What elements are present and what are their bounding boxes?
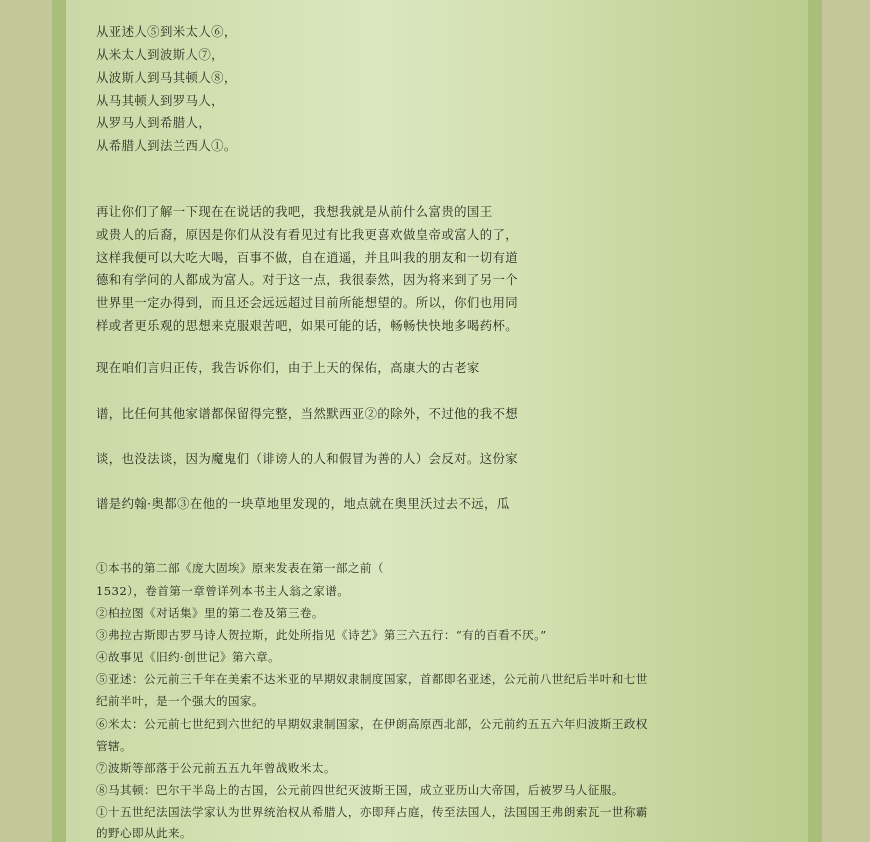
paragraph-line: 谈，也没法谈，因为魔鬼们（诽谤人的人和假冒为善的人）会反对。这份家 <box>96 451 519 466</box>
footnote-line: 的野心即从此来。 <box>96 826 192 840</box>
paragraph-line: 世界里一定办得到，而且还会远远超过目前所能想望的。所以，你们也用同 <box>96 295 519 310</box>
paragraph-line: 德和有学问的人都成为富人。对于这一点，我很泰然，因为将来到了另一个 <box>96 272 519 287</box>
lineage-line: 从米太人到波斯人⑦， <box>96 47 224 62</box>
paragraph-line: 这样我便可以大吃大喝，百事不做，自在逍遥，并且叫我的朋友和一切有道 <box>96 250 519 265</box>
paragraph-line: 现在咱们言归正传，我告诉你们，由于上天的保佑，高康大的古老家 <box>96 360 480 375</box>
footnote-line: ②柏拉图《对话集》里的第二卷及第三卷。 <box>96 606 324 620</box>
footnote-line: ①十五世纪法国法学家认为世界统治权从希腊人，亦即拜占庭，传至法国人，法国国王弗朗索瓦一世称霸 <box>96 805 648 819</box>
lineage-line: 从波斯人到马其顿人⑧， <box>96 70 237 85</box>
footnote-line: 管辖。 <box>96 739 132 753</box>
paragraph-line: 谱是约翰·奥都③在他的一块草地里发现的，地点就在奥里沃过去不远，瓜 <box>96 496 510 511</box>
paragraph-line: 再让你们了解一下现在在说话的我吧，我想我就是从前什么富贵的国王 <box>96 204 493 219</box>
lineage-line: 从马其顿人到罗马人， <box>96 93 224 108</box>
footnote-line: ③弗拉古斯即古罗马诗人贺拉斯，此处所指见《诗艺》第三六五行：“有的百看不厌。” <box>96 628 547 642</box>
footnote-line: 1532），卷首第一章曾详列本书主人翁之家谱。 <box>96 584 350 598</box>
footnote-line: ①本书的第二部《庞大固埃》原来发表在第一部之前（ <box>96 561 384 575</box>
lineage-line: 从亚述人⑤到米太人⑥， <box>96 24 237 39</box>
footnote-line: ⑥米太：公元前七世纪到六世纪的早期奴隶制国家，在伊朗高原西北部，公元前约五五六年归波斯王政权 <box>96 717 648 731</box>
footnote-line: ⑦波斯等部落于公元前五五九年曾战败米太。 <box>96 761 336 775</box>
paragraph-line: 或贵人的后裔，原因是你们从没有看见过有比我更喜欢做皇帝或富人的了， <box>96 227 519 242</box>
lineage-line: 从罗马人到希腊人， <box>96 115 212 130</box>
footnote-line: 纪前半叶，是一个强大的国家。 <box>96 694 264 708</box>
paragraph-line: 谱，比任何其他家谱都保留得完整，当然默西亚②的除外，不过他的我不想 <box>96 406 519 421</box>
paragraph-line: 样或者更乐观的思想来克服艰苦吧，如果可能的话，畅畅快快地多喝药杯。 <box>96 318 519 333</box>
footnote-line: ④故事见《旧约·创世记》第六章。 <box>96 650 280 664</box>
footnote-line: ⑧马其顿：巴尔干半岛上的古国，公元前四世纪灭波斯王国，成立亚历山大帝国，后被罗马人征服。 <box>96 783 624 797</box>
footnote-line: ⑤亚述：公元前三千年在美索不达米亚的早期奴隶制度国家，首都即名亚述，公元前八世纪后半叶和七世 <box>96 672 648 686</box>
lineage-line: 从希腊人到法兰西人①。 <box>96 138 237 153</box>
